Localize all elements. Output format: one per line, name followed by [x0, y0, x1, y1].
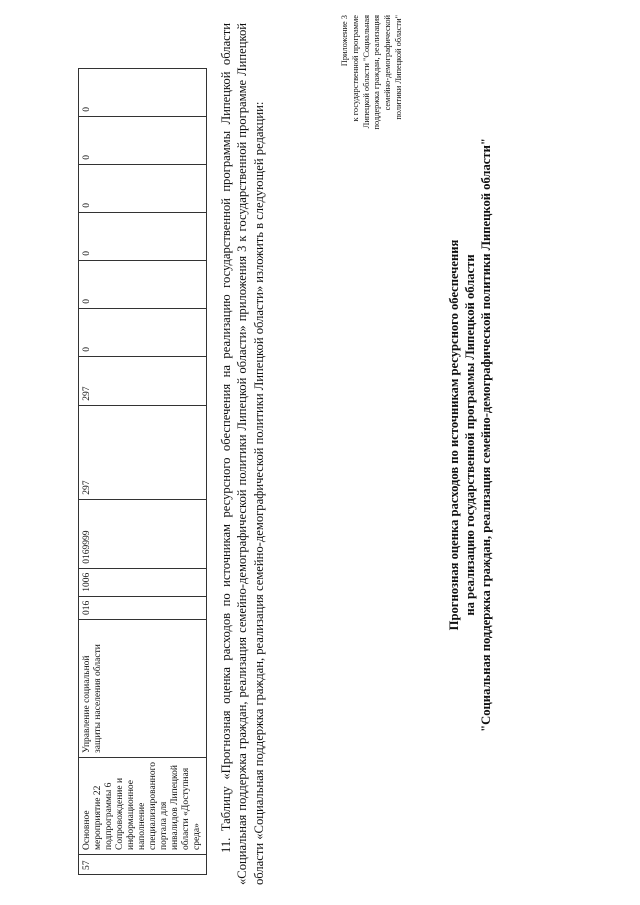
- csr-code: 0169999: [79, 499, 207, 568]
- event-name: Основное мероприятие 22 подпрограммы 6 Сопровождение и информационное наполнение специализированного портала для инвалидов Липецкой области «Доступная среда»: [79, 757, 207, 854]
- heading-line: "Социальная поддержка граждан, реализация семейно-демографической политики Липецкой области": [479, 138, 493, 732]
- appendix-line: поддержка граждан, реализация: [372, 15, 382, 130]
- value-cell: 0: [79, 116, 207, 164]
- value-cell: 297: [79, 405, 207, 499]
- amendment-paragraph: 11. Таблицу «Прогнозная оценка расходов по источникам ресурсного обеспечения на реализацию государственной программы Липецкой области «Социальная поддержка граждан, реализация семейно-демографической политики Липецкой области» приложения 3 к государственной программе Липецкой области «Социальная поддержка граждан, реализация семейно-демографической политики Липецкой области» изложить в следующей редакции:: [219, 23, 266, 885]
- rzpr-code: 1006: [79, 568, 207, 596]
- value-cell: 0: [79, 164, 207, 212]
- section-heading: [446, 45, 494, 825]
- value-cell: 0: [79, 68, 207, 116]
- row-number: 57: [79, 855, 207, 875]
- appendix-line: Приложение 3: [340, 15, 349, 67]
- value-cell: 0: [79, 212, 207, 260]
- appendix-line: Липецкой области "Социальная: [361, 15, 371, 129]
- grbs-code: 016: [79, 596, 207, 619]
- value-cell: 297: [79, 356, 207, 405]
- executor-name: Управление социальной защиты населения области: [79, 619, 207, 757]
- appendix-line: семейно-демографической: [383, 15, 393, 111]
- heading-line: на реализацию государственной программы Липецкой области: [463, 254, 477, 616]
- value-cell: 0: [79, 260, 207, 308]
- appendix-line: политики Липецкой области": [393, 15, 403, 120]
- value-cell: 0: [79, 308, 207, 356]
- expenditure-table: [78, 68, 207, 875]
- appendix-line: к государственной программе: [350, 15, 360, 122]
- appendix-note: [340, 15, 405, 233]
- table-row: [79, 68, 207, 874]
- heading-line: Прогнозная оценка расходов по источникам ресурсного обеспечения: [447, 239, 461, 631]
